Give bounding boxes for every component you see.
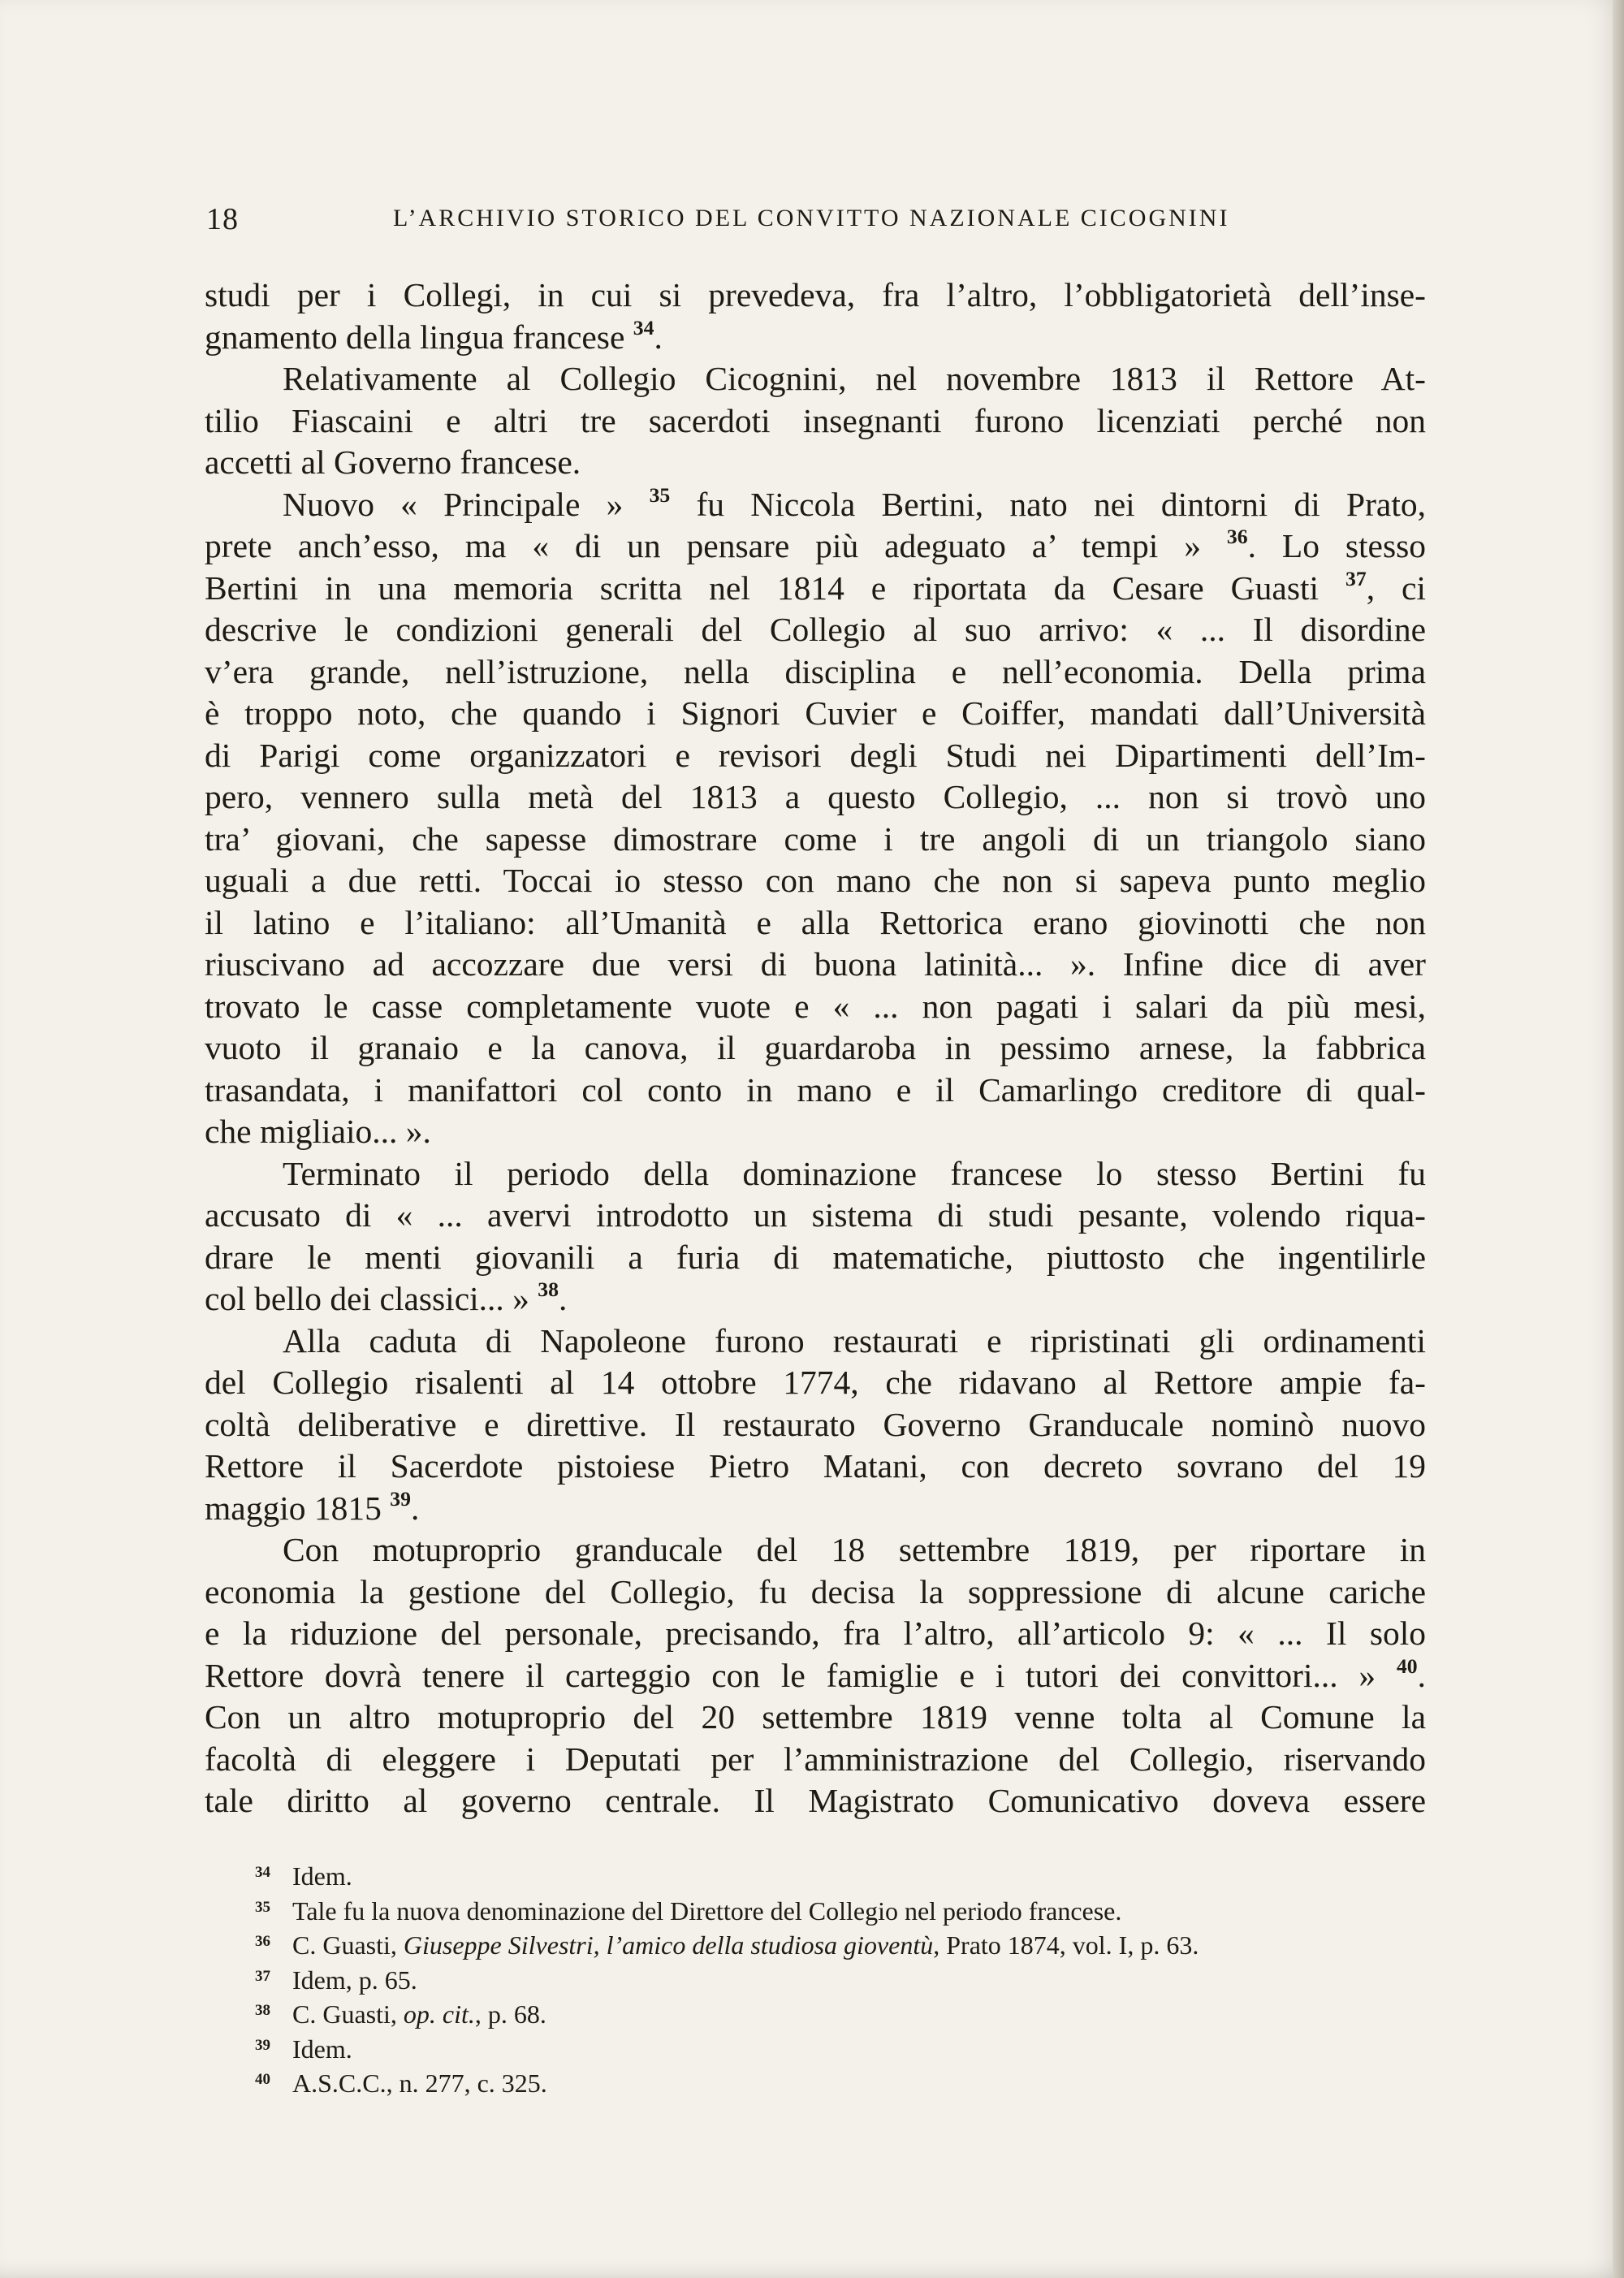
- text-line: col bello dei classici... » $^{38}$.: [205, 1277, 568, 1317]
- footnote: 37 Idem, p. 65.: [255, 1961, 1392, 1996]
- page-edge-shadow: [1613, 0, 1624, 2278]
- text-line: tilio Fiascaini e altri tre sacerdoti insegnanti furono licenziati perché non: [205, 401, 1426, 439]
- text-line: prete anch’esso, ma « di un pensare più adeguato a’ tempi » $^{36}$. Lo stesso: [205, 525, 1427, 564]
- footnote: 34 Idem.: [255, 1857, 1392, 1892]
- footnote: 40 A.S.C.C., n. 277, c. 325.: [255, 2064, 1392, 2099]
- text-line: il latino e l’italiano: all’Umanità e alla Rettorica erano giovinotti che non: [205, 903, 1426, 941]
- text-line: drare le menti giovanili a furia di matematiche, piuttosto che ingentilirle: [205, 1238, 1426, 1276]
- text-line: v’era grande, nell’istruzione, nella disciplina e nell’economia. Della prima: [205, 652, 1426, 690]
- text-line: vuoto il granaio e la canova, il guardaroba in pessimo arnese, la fabbrica: [205, 1029, 1426, 1066]
- running-title: L’ARCHIVIO STORICO DEL CONVITTO NAZIONALE CICOGNINI: [393, 205, 1230, 231]
- text-line: trasandata, i manifattori col conto in mano e il Camarlingo creditore di qual-: [205, 1070, 1426, 1109]
- footnotes: [255, 1857, 1392, 2099]
- text-line: descrive le condizioni generali del Collegio al suo arrivo: « ... Il disordine: [205, 611, 1426, 648]
- footnote: 39 Idem.: [255, 2030, 1392, 2065]
- footnote-ref[interactable]: 37: [1345, 566, 1367, 590]
- text-line: economia la gestione del Collegio, fu decisa la soppressione di alcune cariche: [205, 1572, 1426, 1610]
- text-line: gnamento della lingua francese $^{34}$.: [205, 315, 663, 356]
- cited-title: Giuseppe Silvestri, l’amico della studiosa gioventù: [403, 1930, 934, 1960]
- footnote-number: 39: [255, 2036, 270, 2054]
- footnote-ref[interactable]: 39: [390, 1486, 411, 1511]
- footnote: 35 Tale fu la nuova denominazione del Direttore del Collegio nel periodo francese.: [255, 1892, 1392, 1927]
- text-line: del Collegio risalenti al 14 ottobre 1774, che ridavano al Rettore ampie fa-: [205, 1364, 1426, 1401]
- footnote-ref[interactable]: 34: [633, 315, 654, 339]
- text-line: Rettore dovrà tenere il carteggio con le famiglie e i tutori dei convittori... » $^{40}$.: [205, 1653, 1427, 1694]
- text-line: accusato di « ... avervi introdotto un sistema di studi pesante, volendo riqua-: [205, 1196, 1426, 1234]
- footnote-number: 38: [255, 2002, 270, 2019]
- text-line: Con un altro motuproprio del 20 settembre 1819 venne tolta al Comune la: [205, 1698, 1426, 1736]
- text-line: Alla caduta di Napoleone furono restaurati e ripristinati gli ordinamenti: [283, 1321, 1426, 1359]
- text-line: trovato le casse completamente vuote e « ... non pagati i salari da più mesi,: [205, 987, 1426, 1025]
- text-line: di Parigi come organizzatori e revisori degli Studi nei Dipartimenti dell’Im-: [205, 736, 1426, 774]
- footnote-number: 36: [255, 1933, 270, 1950]
- text-line: studi per i Collegi, in cui si prevedeva, fra l’altro, l’obbligatorietà dell’inse-: [205, 276, 1426, 313]
- text-line: uguali a due retti. Toccai io stesso con mano che non si sapeva punto meglio: [205, 862, 1426, 899]
- text-line: è troppo noto, che quando i Signori Cuvier e Coiffer, mandati dall’Università: [205, 694, 1426, 732]
- text-line: pero, vennero sulla metà del 1813 a questo Collegio, ... non si trovò uno: [205, 778, 1426, 815]
- text-line: Bertini in una memoria scritta nel 1814 e riportata da Cesare Guasti $^{37}$, ci: [205, 566, 1427, 607]
- footnote-ref[interactable]: 35: [649, 482, 671, 507]
- footnote-number: 40: [255, 2071, 270, 2088]
- text-line: accetti al Governo francese.: [205, 443, 581, 481]
- text-line: e la riduzione del personale, precisando, fra l’altro, all’articolo 9: « ... Il solo: [205, 1614, 1426, 1652]
- footnote-ref[interactable]: 38: [538, 1277, 559, 1302]
- text-line: maggio 1815 $^{39}$.: [205, 1486, 420, 1527]
- text-line: tale diritto al governo centrale. Il Magistrato Comunicativo doveva essere: [205, 1782, 1426, 1819]
- running-header: [206, 201, 1424, 242]
- footnote-number: 35: [255, 1898, 270, 1916]
- cited-title: op. cit.: [403, 1999, 475, 2029]
- text-line: Relativamente al Collegio Cicognini, nel novembre 1813 il Rettore At-: [283, 360, 1426, 397]
- footnote-number: 37: [255, 1967, 270, 1985]
- footnote-number: 34: [255, 1864, 270, 1881]
- footnote: 36 C. Guasti, Giuseppe Silvestri, l’amico della studiosa gioventù, Prato 1874, vol. I, p. 63.: [255, 1926, 1392, 1961]
- text-line: tra’ giovani, che sapesse dimostrare come i tre angoli di un triangolo siano: [205, 819, 1426, 858]
- footnote-ref[interactable]: 36: [1226, 525, 1248, 549]
- footnote-ref[interactable]: 40: [1396, 1653, 1418, 1678]
- text-line: Con motuproprio granducale del 18 settembre 1819, per riportare in: [283, 1531, 1426, 1568]
- text-line: che migliaio... ».: [205, 1113, 431, 1150]
- text-line: coltà deliberative e direttive. Il restaurato Governo Granducale nominò nuovo: [205, 1405, 1426, 1443]
- text-line: Nuovo « Principale » $^{35}$ fu Niccola Bertini, nato nei dintorni di Prato,: [283, 482, 1426, 523]
- text-line: facoltà di eleggere i Deputati per l’amministrazione del Collegio, riservando: [205, 1740, 1426, 1778]
- page-number: 18: [206, 202, 239, 236]
- footnote: 38 C. Guasti, op. cit., p. 68.: [255, 1995, 1392, 2030]
- text-line: Rettore il Sacerdote pistoiese Pietro Matani, con decreto sovrano del 19: [205, 1447, 1426, 1485]
- text-line: riuscivano ad accozzare due versi di buona latinità... ». Infine dice di aver: [205, 945, 1426, 983]
- text-line: Terminato il periodo della dominazione francese lo stesso Bertini fu: [283, 1154, 1426, 1192]
- body-text: [205, 274, 1426, 1822]
